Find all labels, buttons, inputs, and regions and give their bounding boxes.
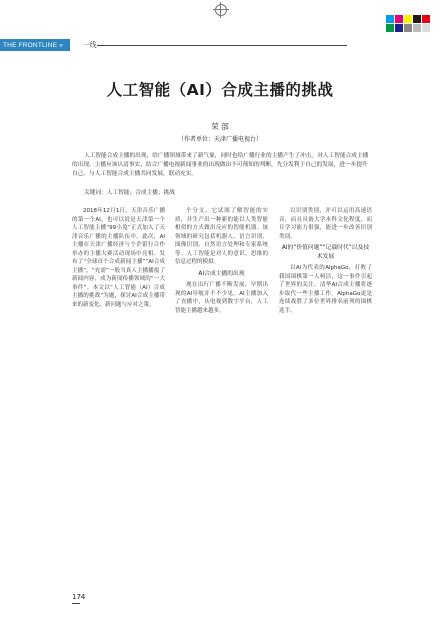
keywords: 关键词：人工智能；合成主播；挑战 <box>84 190 175 196</box>
paragraph: 以识别类别，并可以运用高速语音，而且具备大学本科文化程度，而且学习能力很强，能进一步改善识别类别。 <box>279 208 372 240</box>
column-2 <box>175 207 268 315</box>
header-rule <box>97 45 347 46</box>
color-calibration-bar <box>386 15 430 32</box>
section-header-band <box>0 39 70 51</box>
column-3 <box>279 207 372 315</box>
paragraph: 以AI为代表的AlphaGo，打败了我国围棋第一人柯洁，这一事件引起了世界的关注。清华AI合成主播将逐步取代一些主播工作。AlphaGo更是连续战胜了多位世界排名前列的围棋选手。 <box>279 265 372 314</box>
paragraph: 个分支。它试图了解智能的实质，并生产出一种新的能以人类智能相似的方式做出反应的智能机器。该领域的研究包括机器人、语言识别、图像识别、自然语言处理和专家系统等。人工智能是对人的意识、思维的信息过程的模拟。 <box>175 208 268 265</box>
article-author: 荣 部 <box>211 122 229 131</box>
body-columns <box>72 207 377 577</box>
section-label-zh: 一线 <box>83 41 97 49</box>
abstract <box>72 152 370 179</box>
column-1 <box>72 207 165 309</box>
section-subhead: AI的“价值问题”“记载时代”以及技术发展 <box>281 245 370 260</box>
article-title: 人工智能（AI）合成主播的挑战 <box>106 81 334 99</box>
paragraph: 2018年12月1日，天津音乐广播的第一个AI，也可以说是天津第一个人工智能主播“99小兔”正式加入了天津音乐广播的主播队伍中。此次，AI主播在天津广播经济与个企银行合作举办的主播大赛活动现场中亮相。发布了“全球首个合成新闻主播”“AI合成主播”，“充需”一般当真人主播播报了新闻内容，成为新闻传播领域的“一大事件”。本文以“人工智能（AI）合成主播的挑战”为题，探讨AI合成主播带来的新变化、新问题与应对之策。 <box>72 208 165 308</box>
footer-rule <box>72 603 80 604</box>
author-affiliation: （作者单位：天津广播电视台） <box>177 136 262 143</box>
registration-mark-icon <box>215 4 227 16</box>
abstract-text: 人工智能合成主播的出现，给广播领域带来了新气象，同时也给广播行业的主播产生了冲击。对人工智能合成主播的出现，主播应该认清事实，结合广播电视新闻事业的出现做出不可预知的判断，先分发利于自己的发展，进一步提升自己。与人工智能合成主播共同发展，联动充实。 <box>72 153 369 177</box>
paragraph: 现在出行广播不断发展，早期出现的AI导航并不不少见。AI主播加入了直播中，从电视到数字平台，人工智能主播越来越多。 <box>175 282 268 314</box>
section-label-en: THE FRONTLINE » <box>3 41 64 49</box>
section-subhead: AI合成主播的出现 <box>198 270 245 277</box>
page-number: 174 <box>72 593 86 601</box>
